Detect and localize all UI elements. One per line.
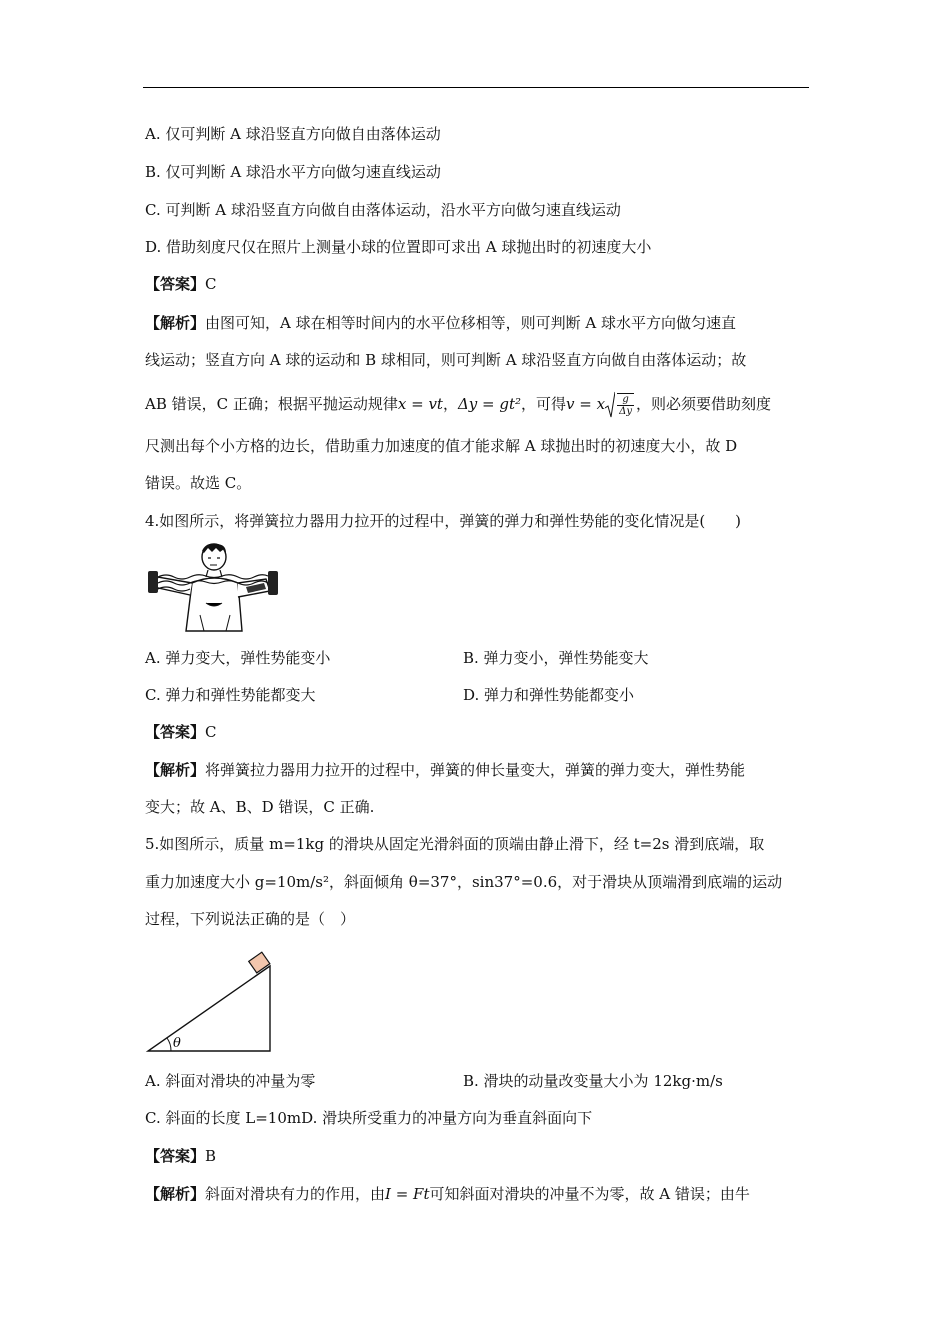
answer-value: C [205,275,217,293]
fraction-g-over-dy [617,393,634,417]
q3-option-c: C. 可判断 A 球沿竖直方向做自由落体运动，沿水平方向做匀速直线运动 [145,201,621,219]
q3-option-a: A. 仅可判断 A 球沿竖直方向做自由落体运动 [145,125,441,143]
spring-expander-figure [146,543,282,633]
q3-option-d: D. 借助刻度尺仅在照片上测量小球的位置即可求出 A 球抛出时的初速度大小 [145,238,652,256]
sqrt-expression [605,391,636,419]
fraction-numerator: g [617,394,634,406]
analysis-text: 可知斜面对滑块的冲量不为零，故 A 错误；由牛 [429,1185,750,1203]
answer-tag: 【答案】 [145,723,206,741]
analysis-text: 将弹簧拉力器用力拉开的过程中，弹簧的伸长量变大，弹簧的弹力变大，弹性势能 [205,761,746,779]
analysis-tag: 【解析】 [145,1185,206,1203]
analysis-text: AB 错误，C 正确；根据平抛运动规律 [145,395,398,413]
q5-option-cd: C. 斜面的长度 L=10mD. 滑块所受重力的冲量方向为垂直斜面向下 [145,1109,593,1127]
analysis-tag: 【解析】 [145,761,206,779]
q4-analysis-line-1 [145,760,745,780]
q3-analysis-line-4: 尺测出每个小方格的边长，借助重力加速度的值才能求解 A 球抛出时的初速度大小，故 D [145,437,738,455]
q5-option-b: B. 滑块的动量改变量大小为 12kg·m/s [463,1072,723,1090]
q3-analysis-line-1 [145,313,736,333]
angle-label-theta: θ [173,1036,181,1051]
q3-analysis-line-2: 线运动；竖直方向 A 球的运动和 B 球相同，则可判断 A 球沿竖直方向做自由落体运动；故 [145,351,747,369]
q4-answer [145,722,217,742]
formula-dy-gt2: Δy = gt² [457,395,522,413]
q5-stem-line-3: 过程，下列说法正确的是（ ） [145,910,356,928]
q4-option-c: C. 弹力和弹性势能都变大 [145,686,316,704]
q4-option-b: B. 弹力变小，弹性势能变大 [463,649,649,667]
q4-analysis-line-2: 变大；故 A、B、D 错误，C 正确. [145,798,375,816]
incline-figure [145,944,275,1054]
answer-value: B [205,1147,217,1165]
formula-x-vt: x = vt [397,395,443,413]
q4-option-d: D. 弹力和弹性势能都变小 [463,686,635,704]
header-rule [143,87,809,88]
q4-stem: 4.如图所示，将弹簧拉力器用力拉开的过程中，弹簧的弹力和弹性势能的变化情况是( ) [145,512,742,530]
q3-option-b: B. 仅可判断 A 球沿水平方向做匀速直线运动 [145,163,441,181]
q5-answer [145,1146,216,1166]
q5-option-a: A. 斜面对滑块的冲量为零 [145,1072,316,1090]
q5-stem-line-1: 5.如图所示，质量 m=1kg 的滑块从固定光滑斜面的顶端由静止滑下，经 t=2s 滑到底端，取 [145,835,765,853]
q4-option-a: A. 弹力变大，弹性势能变小 [145,649,331,667]
q3-analysis-line-3 [145,391,771,419]
fraction-denominator: Δy [619,406,632,417]
q3-answer [145,274,217,294]
analysis-text: ，可得 [521,395,567,413]
analysis-text: 由图可知，A 球在相等时间内的水平位移相等，则可判断 A 球水平方向做匀速直 [205,314,736,332]
q5-analysis-line-1 [145,1184,750,1204]
answer-tag: 【答案】 [145,1147,206,1165]
answer-tag: 【答案】 [145,275,206,293]
answer-value: C [205,723,217,741]
formula-i-ft: I = Ft [385,1185,430,1203]
q3-analysis-line-5: 错误。故选 C。 [145,474,252,492]
analysis-text: 斜面对滑块有力的作用，由 [205,1185,386,1203]
q5-stem-line-2: 重力加速度大小 g=10m/s²，斜面倾角 θ=37°，sin37°=0.6，对于滑块从顶端滑到底端的运动 [145,873,783,891]
analysis-text: ，则必须要借助刻度 [635,395,771,413]
analysis-text: ， [442,395,458,413]
formula-v-lhs: v = x [566,395,606,413]
analysis-tag: 【解析】 [145,314,206,332]
